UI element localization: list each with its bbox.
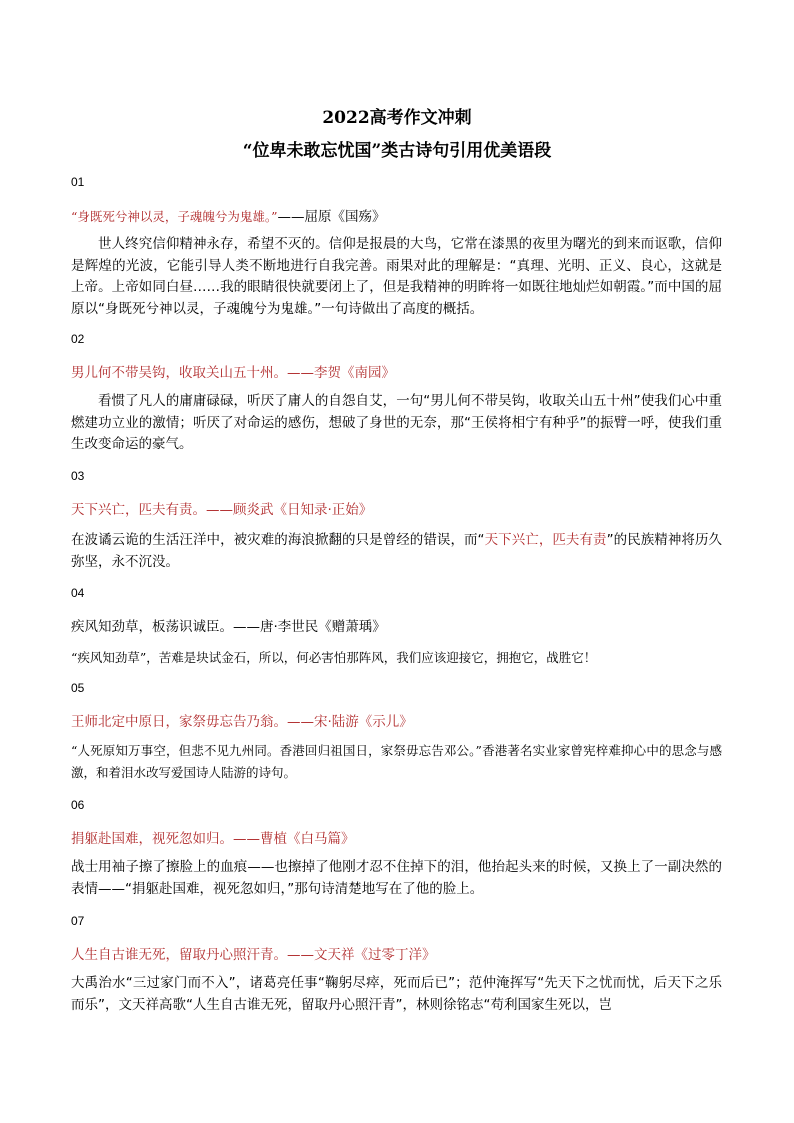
section-number: 07: [71, 914, 85, 928]
document-title: 2022高考作文冲刺: [322, 108, 472, 128]
section-number: 04: [71, 586, 85, 600]
section-quote: 男儿何不带吴钩，收取关山五十州。——李贺《南园》: [71, 365, 395, 381]
section-paragraph: “疾风知劲草”，苦难是块试金石，所以，何必害怕那阵风，我们应该迎接它，拥抱它，战胜它！: [71, 650, 597, 665]
quote-attribution: ——屈原《国殇》: [277, 209, 386, 225]
section-paragraph: 大禹治水“三过家门而不入”，诸葛亮任事“鞠躬尽瘁，死而后已”；范仲淹挥写“先天下之忧而忧，后天下之乐而乐”，文天祥高歌“人生自古谁无死，留取丹心照汗青”，林则徐铭志“苟利国家生死以，岂: [71, 975, 722, 1013]
section-quote: 捐躯赴国难，视死忽如归。——曹植《白马篇》: [71, 831, 355, 847]
section-paragraph: 世人终究信仰精神永存，希望不灭的。信仰是报晨的大鸟，它常在漆黑的夜里为曙光的到来而讴歌，信仰是辉煌的光波，它能引导人类不断地进行自我完善。雨果对此的理解是：“真理、光明、正义、良心，这就是上帝。上帝如同白昼……我的眼睛很快就要闭上了，但是我精神的明眸将一如既往地灿烂如朝霞。”而中国的屈原以“身既死兮神以灵，子魂魄兮为鬼雄。”一句诗做出了高度的概括。: [71, 236, 722, 317]
section-quote: 天下兴亡，匹夫有责。——顾炎武《日知录·正始》: [71, 502, 373, 518]
section-number: 02: [71, 332, 85, 346]
document-subtitle: “位卑未敢忘忧国”类古诗句引用优美语段: [242, 141, 552, 161]
section-number: 01: [71, 175, 85, 189]
paragraph-text: ”的民族精神将历久弥坚，永不沉没。: [71, 532, 723, 570]
section-paragraph: [71, 530, 722, 573]
section-quote: 疾风知劲草，板荡识诚臣。——唐·李世民《赠萧瑀》: [71, 619, 386, 635]
section-number: 05: [71, 681, 85, 695]
paragraph-text: 在波谲云诡的生活汪洋中，被灾难的海浪掀翻的只是曾经的错误，而“: [71, 532, 485, 548]
paragraph-highlight: 天下兴亡，匹夫有责: [484, 532, 607, 548]
section-paragraph: 看惯了凡人的庸庸碌碌，听厌了庸人的自怨自艾，一句“男儿何不带吴钩，收取关山五十州”使我们心中重燃建功立业的激情；听厌了对命运的感伤，想破了身世的无奈，那“王侯将相宁有种乎”的振臂一呼，使我们重生改变命运的豪气。: [71, 393, 722, 453]
section-paragraph: 战士用袖子擦了擦脸上的血痕——也擦掉了他刚才忍不住掉下的泪，他抬起头来的时候，又换上了一副决然的表情——“捐躯赴国难，视死忽如归，”那句诗清楚地写在了他的脸上。: [71, 859, 722, 897]
quote-text: “身既死兮神以灵，子魂魄兮为鬼雄。”: [71, 209, 278, 224]
section-paragraph: “人死原知万事空，但悲不见九州同。香港回归祖国日，家祭毋忘告邓公。”香港著名实业家曾宪梓难抑心中的思念与感激，和着泪水改写爱国诗人陆游的诗句。: [71, 743, 722, 780]
section-quote: 王师北定中原日，家祭毋忘告乃翁。——宋·陆游《示儿》: [71, 714, 413, 730]
section-quote: [71, 205, 386, 225]
section-number: 03: [71, 469, 85, 483]
section-quote: 人生自古谁无死，留取丹心照汗青。——文天祥《过零丁洋》: [71, 947, 436, 963]
section-number: 06: [71, 798, 85, 812]
